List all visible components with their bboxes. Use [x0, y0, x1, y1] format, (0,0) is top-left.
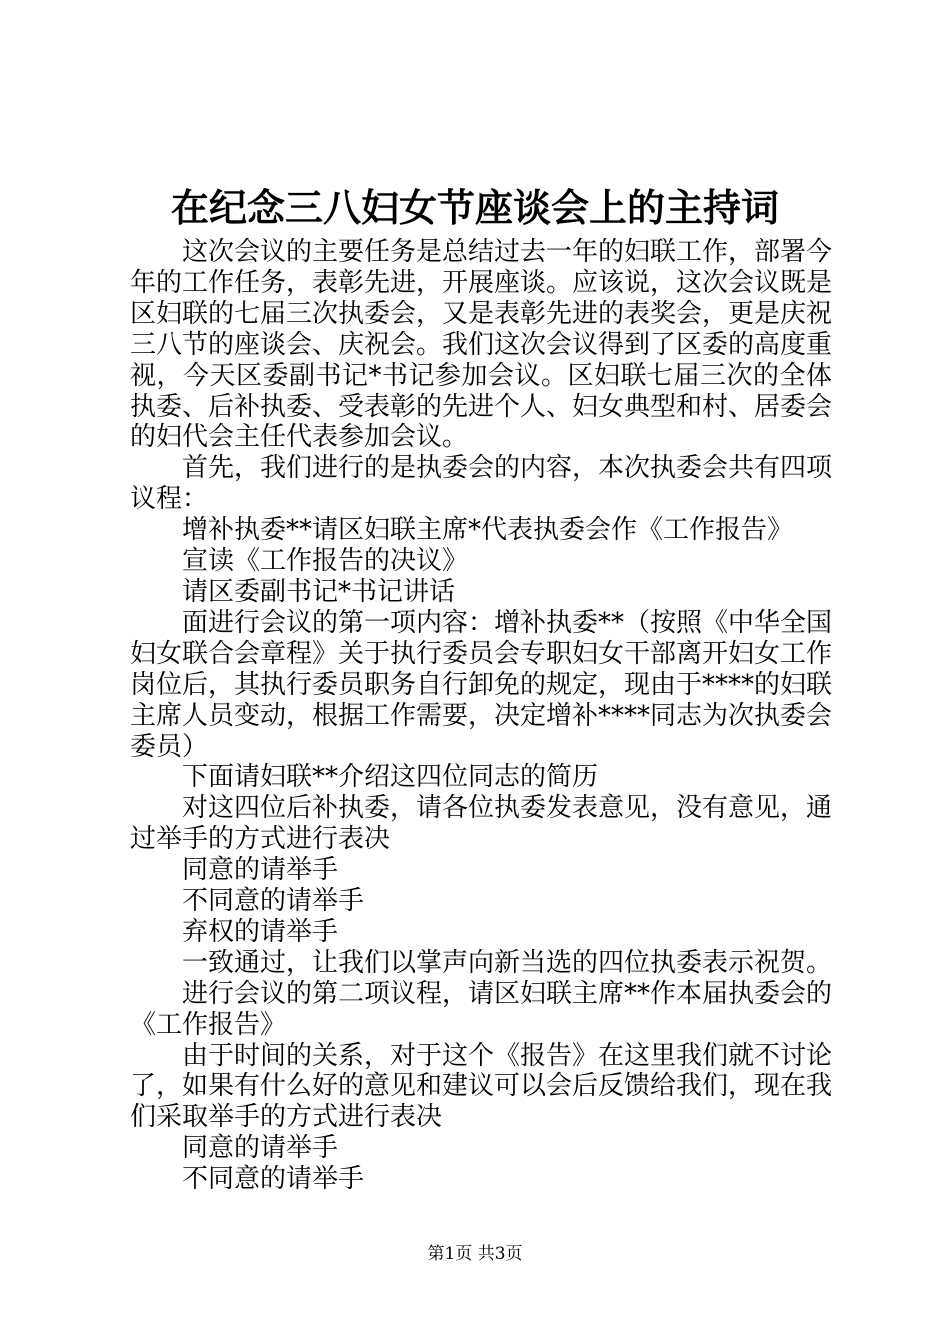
- document-body: [130, 237, 832, 1195]
- vote-line: 不同意的请举手: [182, 1164, 365, 1195]
- vote-line: 同意的请举手: [182, 855, 339, 886]
- agenda-item: 请区委副书记*书记讲话: [182, 576, 456, 607]
- paragraph: 这次会议的主要任务是总结过去一年的妇联工作，部署今年的工作任务，表彰先进，开展座谈。应该说，这次会议既是区妇联的七届三次执委会，又是表彰先进的表奖会，更是庆祝三八节的座谈会、庆祝会。我们这次会议得到了区委的高度重视，今天区委副书记*书记参加会议。区妇联七届三次的全体执委、后补执委、受表彰的先进个人、妇女典型和村、居委会的妇代会主任代表参加会议。: [130, 237, 833, 453]
- paragraph: 首先，我们进行的是执委会的内容，本次执委会共有四项议程：: [130, 453, 833, 515]
- agenda-item: 增补执委**请区妇联主席*代表执委会作《工作报告》: [182, 515, 794, 546]
- paragraph: 进行会议的第二项议程，请区妇联主席**作本届执委会的《工作报告》: [130, 978, 833, 1040]
- vote-line: 不同意的请举手: [182, 886, 365, 917]
- paragraph: 对这四位后补执委，请各位执委发表意见，没有意见，通过举手的方式进行表决: [130, 793, 833, 855]
- page-footer: 第1页 共3页: [427, 1244, 523, 1264]
- agenda-item: 宣读《工作报告的决议》: [182, 546, 469, 577]
- document-title: 在纪念三八妇女节座谈会上的主持词: [170, 185, 779, 230]
- paragraph: 由于时间的关系，对于这个《报告》在这里我们就不讨论了，如果有什么好的意见和建议可以会后反馈给我们，现在我们采取举手的方式进行表决: [130, 1040, 833, 1133]
- paragraph: 面进行会议的第一项内容：增补执委**（按照《中华全国妇女联合会章程》关于执行委员会专职妇女干部离开妇女工作岗位后，其执行委员职务自行卸免的规定，现由于****的妇联主席人员变动，根据工作需要，决定增补****同志为次执委会委员）: [130, 607, 833, 762]
- vote-line: 同意的请举手: [182, 1133, 339, 1164]
- vote-line: 弃权的请举手: [182, 916, 339, 947]
- paragraph: 一致通过，让我们以掌声向新当选的四位执委表示祝贺。: [182, 947, 833, 978]
- paragraph: 下面请妇联**介绍这四位同志的简历: [182, 762, 599, 793]
